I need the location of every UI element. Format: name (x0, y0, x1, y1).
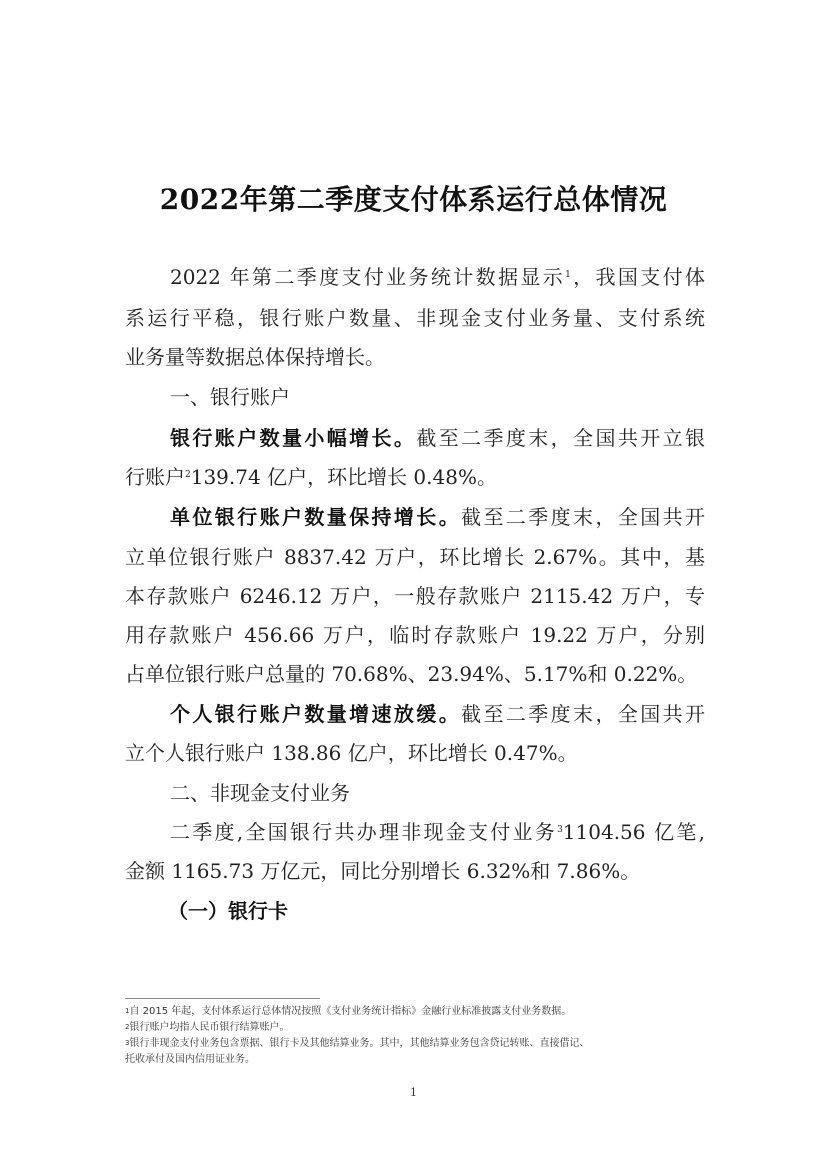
accounts-para-2-line-2: 立单位银行账户 8837.42 万户，环比增长 2.67%。其中，基 (125, 545, 705, 569)
accounts-para-2-line-3: 本存款账户 6246.12 万户，一般存款账户 2115.42 万户，专 (125, 584, 705, 608)
accounts-para-1-lead: 银行账户数量小幅增长。 (170, 426, 417, 450)
accounts-para-3-line-1: 个人银行账户数量增速放缓。截至二季度末，全国共开 (170, 702, 706, 726)
accounts-para-3-lead: 个人银行账户数量增速放缓。 (170, 702, 462, 726)
footnote-3-continued: 托收承付及国内信用证业务。 (125, 1054, 255, 1065)
accounts-para-2-line-5: 占单位银行账户总量的 70.68%、23.94%、5.17%和 0.22%。 (125, 662, 698, 686)
accounts-para-2-line-1: 单位银行账户数量保持增长。截至二季度末，全国共开 (170, 505, 706, 529)
footnote-divider (125, 998, 320, 999)
intro-line-3: 业务量等数据总体保持增长。 (125, 345, 385, 369)
document-title: 2022年第二季度支付体系运行总体情况 (159, 183, 668, 216)
accounts-para-1-line-2: 行账户$^2$139.74 亿户，环比增长 0.48%。 (125, 465, 497, 489)
intro-line-2: 系运行平稳，银行账户数量、非现金支付业务量、支付系统 (125, 306, 705, 330)
accounts-para-3-line-2: 立个人银行账户 138.86 亿户，环比增长 0.47%。 (125, 741, 578, 765)
footnote-2: $^2$银行账户均指人民币银行结算账户。 (125, 1022, 290, 1033)
section-heading-bank-accounts: 一、银行账户 (170, 385, 290, 409)
accounts-para-1-line-1: 银行账户数量小幅增长。截至二季度末，全国共开立银 (170, 426, 706, 450)
footnote-ref-1[interactable]: 1 (565, 270, 571, 280)
noncash-line-1: 二季度,全国银行共办理非现金支付业务$^3$1104.56 亿笔, (170, 820, 706, 844)
footnote-ref-2[interactable]: 2 (185, 470, 191, 480)
footnote-1: $^1$自 2015 年起，支付体系运行总体情况按照《支付业务统计指标》金融行业标准披露支付业务数据。 (125, 1006, 572, 1017)
section-heading-noncash-payments: 二、非现金支付业务 (170, 781, 350, 805)
accounts-para-2-lead: 单位银行账户数量保持增长。 (170, 505, 462, 529)
footnote-ref-3[interactable]: 3 (557, 825, 563, 835)
accounts-para-2-line-4: 用存款账户 456.66 万户，临时存款账户 19.22 万户，分别 (125, 623, 705, 647)
noncash-line-2: 金额 1165.73 万亿元，同比分别增长 6.32%和 7.86%。 (125, 859, 641, 883)
intro-line-1: 2022 年第二季度支付业务统计数据显示$^1$，我国支付体 (170, 265, 705, 289)
footnote-3: $^3$银行非现金支付业务包含票据、银行卡及其他结算业务。其中，其他结算业务包含贷记转账、直接借记、 (125, 1038, 590, 1049)
page-number: 1 (410, 1086, 417, 1099)
subsection-heading-bank-cards: （一）银行卡 (168, 899, 288, 923)
